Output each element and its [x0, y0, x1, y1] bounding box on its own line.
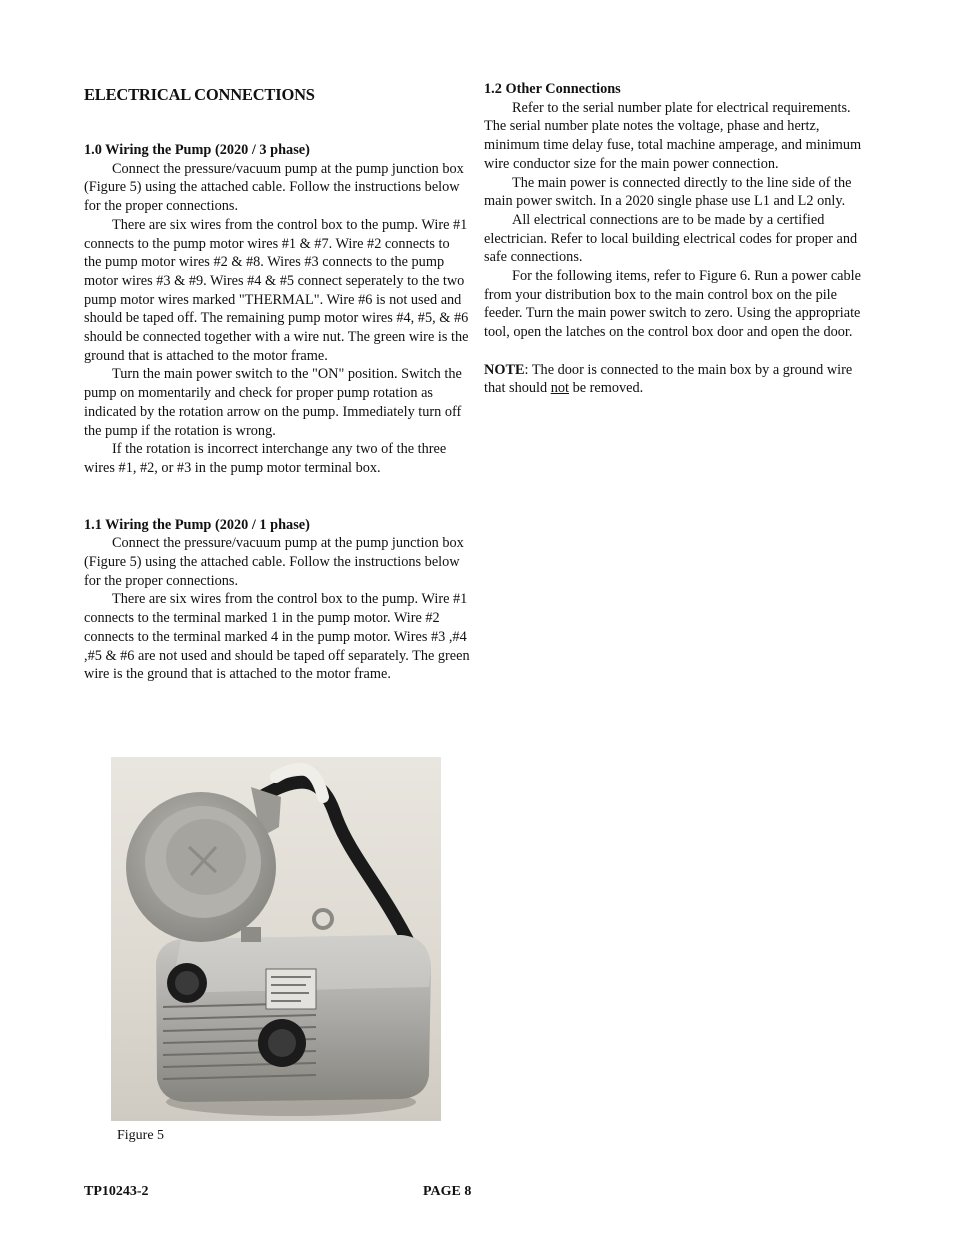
note-text-before: : The door is connected to the main box by a ground wire that should: [484, 361, 853, 397]
note-label: NOTE: [484, 361, 525, 378]
note-underlined-word: not: [550, 380, 569, 397]
right-column: [484, 80, 870, 398]
section-1-0-title: 1.0 Wiring the Pump (2020 / 3 phase): [84, 142, 310, 158]
section-1-1-para-1: Connect the pressure/vacuum pump at the pump junction box (Figure 5) using the attached cable. Follow the instructions below for the proper connections.: [84, 535, 464, 589]
note-text-after: be removed.: [569, 380, 644, 397]
section-1-2-para-3: All electrical connections are to be made by a certified electrician. Refer to local building electrical codes for proper and safe connections.: [484, 211, 858, 266]
footer-doc-id: TP10243-2: [84, 1184, 149, 1199]
section-1-0-para-1: Connect the pressure/vacuum pump at the pump junction box (Figure 5) using the attached cable. Follow the instructions below for the proper connections.: [84, 160, 464, 215]
figure-caption: Figure 5: [117, 1128, 165, 1143]
section-1-2-para-1: Refer to the serial number plate for electrical requirements. The serial number plate notes the voltage, phase and hertz, minimum time delay fuse, total machine amperage, and minimum wire conductor size for the main power connection.: [484, 99, 862, 172]
section-1-2-para-2: The main power is connected directly to the line side of the main power switch. In a 2020 single phase use L1 and L2 only.: [484, 174, 852, 210]
section-1-0-para-4: If the rotation is incorrect interchange any two of the three wires #1, #2, or #3 in the pump motor terminal box.: [84, 441, 447, 476]
section-1-0-para-3: Turn the main power switch to the "ON" position. Switch the pump on momentarily and check for proper pump rotation as indicated by the rotation arrow on the pump. Immediately turn off the pump if the rotation is wrong.: [84, 366, 462, 439]
page-heading: ELECTRICAL CONNECTIONS: [84, 85, 315, 104]
note-paragraph: [484, 361, 870, 398]
pump-photo: [111, 757, 441, 1121]
footer-page-number: PAGE 8: [423, 1184, 472, 1199]
pump-illustration: [111, 757, 441, 1121]
left-column: [84, 80, 470, 684]
section-1-1-para-2: There are six wires from the control box to the pump. Wire #1 connects to the terminal marked 1 in the pump motor. Wire #2 connects to the terminal marked 4 in the pump motor. Wires #3 ,#4 ,#5 & #6 are not used and should be taped off separately. The green wire is the ground that is attached to the motor frame.: [84, 591, 470, 683]
section-1-0-para-2: There are six wires from the control box to the pump. Wire #1 connects to the pump motor wires #1 & #7. Wire #2 connects to the pump motor wires #2 & #8. Wires #3 connects to the pump motor wires #3 & #9. Wires #4 & #5 connect seperately to the two pump motor wires marked "THERMAL". Wire #6 is not used and should be taped off. The remaining pump motor wires #4, #5, & #6 should be connected together with a wire nut. The green wire is the ground that is attached to the motor frame.: [84, 216, 469, 364]
section-1-2-title: 1.2 Other Connections: [484, 81, 621, 97]
section-1-2-para-4: For the following items, refer to Figure 6. Run a power cable from your distribution box to the main control box on the pile feeder. Turn the main power switch to zero. Using the appropriate tool, open the latches on the control box door and open the door.: [484, 268, 861, 341]
section-1-1-title: 1.1 Wiring the Pump (2020 / 1 phase): [84, 516, 310, 533]
